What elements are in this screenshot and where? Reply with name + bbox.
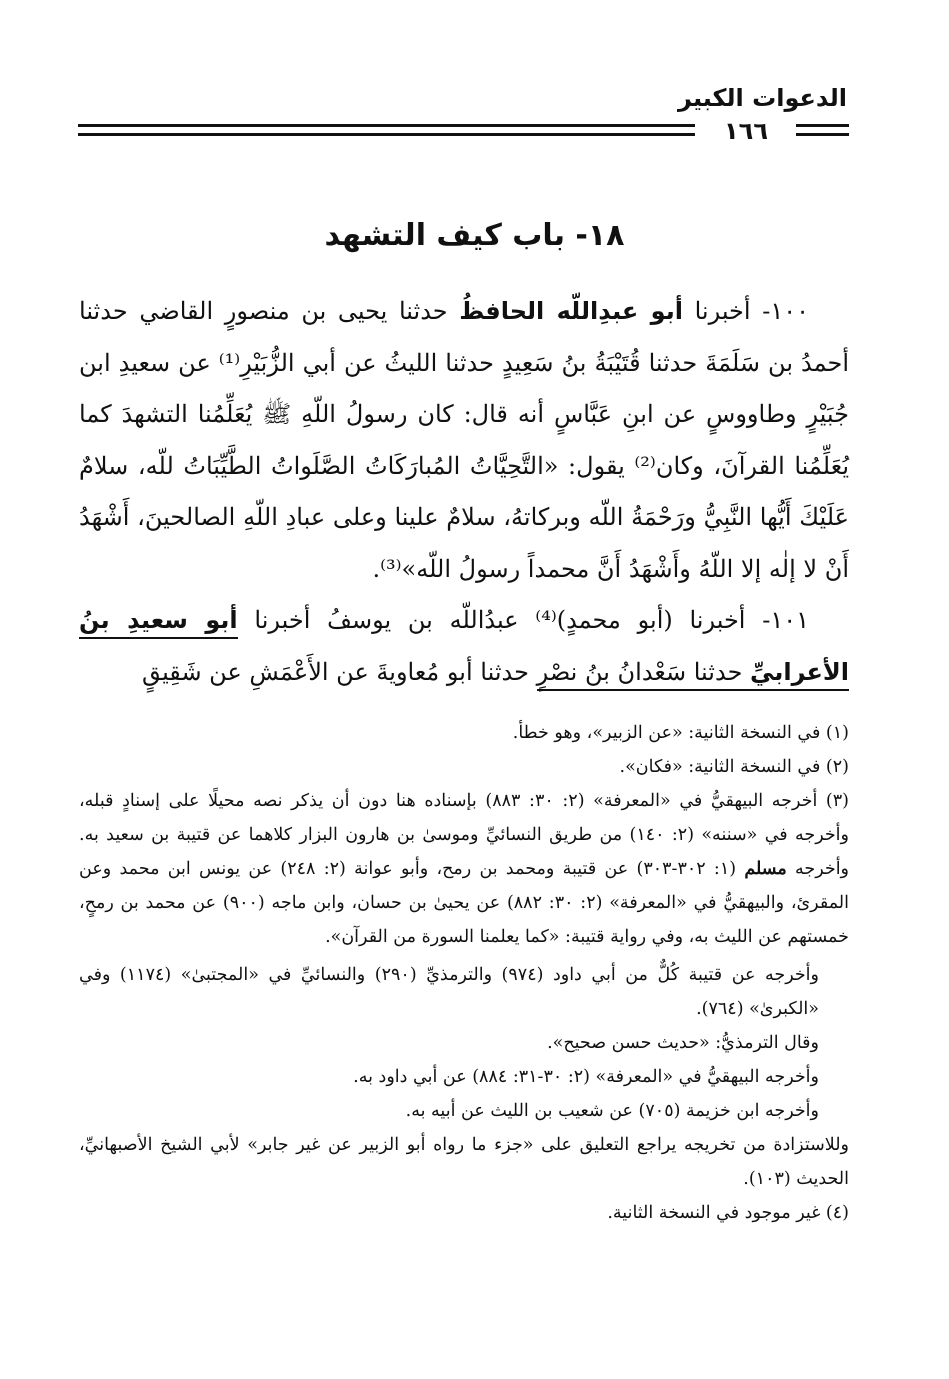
- footnote-3-muslim: مسلم: [744, 859, 787, 879]
- hadith-101-narrator: أبو سعيدِ بنُ الأعرابيِّ: [79, 606, 849, 691]
- footnote-3-text-cont: (١: ٣٠٢-٣٠٣) عن قتيبة ومحمد بن رمح، وأبو عوانة (٢: ٢٤٨) عن يونس ابن محمد وعن المقرئ، والبيهقيُّ في «المعرفة» (٢: ٣٠: ٨٨٢) عن يحيىٰ بن حسان، وابن ماجه (٩٠٠) عن محمد بن رمحٍ، خمستهم عن الليث به، وفي رواية قتيبة: «كما يعلمنا السورة من القرآن».: [79, 859, 850, 947]
- chapter-title: ١٨- باب كيف التشهد: [324, 218, 625, 253]
- footnote-2: (٢) في النسخة الثانية: «فكان».: [619, 757, 849, 777]
- footnote-3: [79, 784, 849, 954]
- hadith-100: [79, 286, 849, 595]
- header-rule-right: [796, 124, 849, 136]
- footnote-3-line: وقال الترمذيُّ: «حديث حسن صحيح».: [547, 1033, 819, 1053]
- running-title: الدعوات الكبير: [678, 84, 847, 112]
- footnote-3-line: وأخرجه عن قتيبة كُلٌّ من أبي داود (٩٧٤) والترمذيِّ (٢٩٠) والنسائيِّ في «المجتبىٰ» (١١٧٤) وفي «الكبرىٰ» (٧٦٤).: [79, 965, 819, 1019]
- footnote-1: (١) في النسخة الثانية: «عن الزبير»، وهو خطأ.: [512, 723, 849, 743]
- footnote-4: (٤) غير موجود في النسخة الثانية.: [607, 1203, 849, 1223]
- footnote-separator: [79, 704, 849, 705]
- hadith-101: [79, 595, 849, 698]
- footnote-3-line: وللاستزادة من تخريجه يراجع التعليق على «جزء ما رواه أبو الزبير عن غير جابر» لأبي الشيخ الأصبهانيِّ، الحديث (١٠٣).: [79, 1135, 849, 1189]
- page-number: ١٦٦: [724, 117, 768, 145]
- footnote-3-line: وأخرجه ابن خزيمة (٧٠٥) عن شعيب بن الليث عن أبيه به.: [405, 1101, 819, 1121]
- footnote-3-text: (٣) أخرجه البيهقيُّ في «المعرفة» (٢: ٣٠: ٨٨٣) بإسناده هنا دون أن يذكر نصه محيلًا على إسنادٍ قبله، وأخرجه في «سننه» (٢: ١٤٠) من طريق النسائيِّ وموسىٰ بن هارون البزار كلاهما عن قتيبة بن سعيد به. وأخرجه: [79, 791, 850, 879]
- header-rule-left: [78, 124, 695, 136]
- hadith-100-text: حدثنا يحيى بن منصورٍ القاضي حدثنا أحمدُ بن سَلَمَةَ حدثنا قُتَيْبَةُ بنُ سَعِيدٍ حدثنا الليثُ عن أبي الزُّبَيْرِ⁽¹⁾ عن سعيدِ ابن جُبَيْرٍ وطاووسٍ عن ابنِ عَبَّاسٍ أنه قال: كان رسولُ اللّهِ ﷺ يُعَلِّمُنا التشهدَ كما يُعَلِّمُنا القرآنَ، وكان⁽²⁾ يقول: «التَّحِيَّاتُ المُبارَكَاتُ الصَّلَواتُ الطَّيِّبَاتُ للّه، سلامٌ عَلَيْكَ أَيُّها النَّبِيُّ ورَحْمَةُ اللّه وبركاتهُ، سلامٌ علينا وعلى عبادِ اللّهِ الصالحينَ، أَشْهَدُ أَنْ لا إلٰه إلا اللّهُ وأَشْهَدُ أَنَّ محمداً رسولُ اللّه»⁽³⁾.: [79, 297, 849, 583]
- hadith-101-underlined-text: حدثنا سَعْدانُ بنُ نصْرٍ: [537, 658, 750, 691]
- hadith-101-opening: ١٠١- أخبرنا (أبو محمدٍ)⁽⁴⁾ عبدُاللّه بن يوسفُ أخبرنا: [237, 606, 809, 634]
- hadith-101-text: حدثنا أبو مُعاويةَ عن الأَعْمَشِ عن شَقِيقٍ: [142, 657, 537, 686]
- hadith-100-narrator: أبو عبدِاللّه الحافظُ: [459, 297, 683, 325]
- footnotes: [79, 716, 849, 1230]
- hadith-100-opening: ١٠٠- أخبرنا: [682, 297, 809, 325]
- main-text: [79, 286, 849, 698]
- footnote-3-line: وأخرجه البيهقيُّ في «المعرفة» (٢: ٣٠-٣١: ٨٨٤) عن أبي داود به.: [353, 1067, 819, 1087]
